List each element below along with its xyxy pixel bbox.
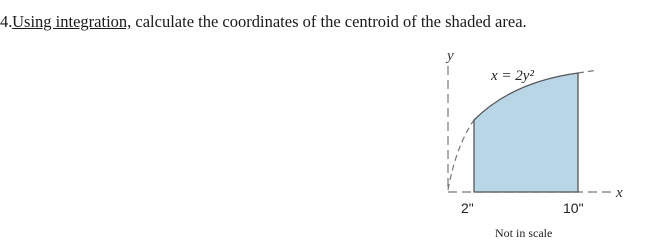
curve-extension-lower [448,120,474,190]
scale-note: Not in scale [495,226,553,240]
problem-text: calculate the coordinates of the centroid of the shaded area. [131,12,527,31]
problem-number: 4. [0,12,13,31]
x-axis-label: x [616,185,623,201]
curve-extension-upper [578,70,598,73]
dimension-2in: 2" [461,200,474,216]
problem-method: Using integration, [12,12,132,31]
shaded-region [474,73,578,192]
y-axis-label: y [447,48,454,64]
curve-equation: x = 2y² [491,68,534,84]
dimension-10in: 10" [563,200,584,216]
